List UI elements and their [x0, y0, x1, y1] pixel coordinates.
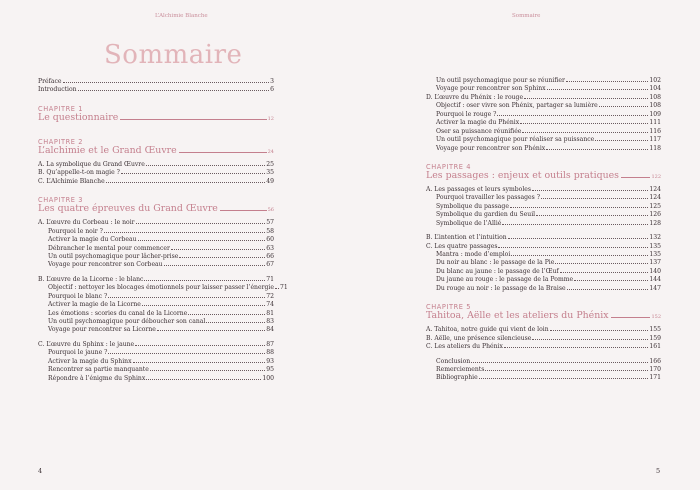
toc-subentry[interactable]: Pourquoi le rouge ? 109 [436, 110, 661, 118]
toc-section[interactable]: B. Aëlle, une présence silencieuse 159 [426, 334, 661, 342]
toc-entry[interactable]: Bibliographie 171 [436, 374, 661, 382]
toc-subentry[interactable]: Symbolique de l’Allié 128 [436, 219, 661, 227]
toc-subentry[interactable]: Oser sa puissance réunifiée 116 [436, 127, 661, 135]
chapter-title[interactable]: Tahitoa, Aëlle et les ateliers du Phénix 152 [426, 310, 661, 322]
toc-subentry[interactable]: Un outil psychomagique pour déboucher son canal 83 [48, 318, 274, 325]
toc-section[interactable]: A. Les passages et leurs symboles 124 [426, 185, 661, 193]
toc-subentry[interactable]: Un outil psychomagique pour lâcher-prise 66 [48, 252, 274, 260]
toc-subentry[interactable]: Voyage pour rencontrer sa Licorne 84 [48, 326, 274, 334]
toc-section[interactable]: B. L’intention et l’intuition 132 [426, 234, 661, 242]
toc-subentry[interactable]: Du blanc au jaune : le passage de l’Œuf 140 [436, 267, 661, 275]
chapter-title[interactable]: Les quatre épreuves du Grand Œuvre 56 [38, 203, 274, 215]
chapter-label: CHAPITRE 1 [38, 104, 84, 113]
toc-subentry[interactable]: Objectif : oser vivre son Phénix, partager sa lumière 108 [436, 102, 661, 110]
toc-subentry[interactable]: Objectif : nettoyer les blocages émotionnels pour laisser passer l’énergie 71 [48, 284, 288, 292]
chapter-label: CHAPITRE 5 [426, 303, 472, 312]
toc-section[interactable]: A. La symbolique du Grand Œuvre 25 [38, 160, 274, 168]
toc-subentry[interactable]: Activer la magie du Corbeau 60 [48, 236, 274, 244]
toc-section[interactable]: C. Les ateliers du Phénix 161 [426, 343, 661, 351]
page-title: Sommaire [104, 40, 243, 70]
chapter-label: CHAPITRE 3 [38, 196, 84, 205]
toc-subentry[interactable]: Activer la magie de la Licorne 74 [48, 301, 274, 309]
toc-subentry[interactable]: Activer la magie du Phénix 111 [436, 119, 661, 127]
toc-subentry[interactable]: Du jaune au rouge : le passage de la Pomme 144 [436, 276, 661, 284]
page-number: 4 [38, 467, 43, 475]
toc-subentry[interactable]: Du noir au blanc : le passage de la Pie 137 [436, 259, 661, 267]
running-head: L’Alchimie Blanche [155, 13, 208, 19]
toc-entry[interactable]: Remerciements 170 [436, 365, 661, 373]
toc-subentry[interactable]: Mantra : mode d’emploi 135 [436, 251, 661, 258]
toc-entry[interactable]: Introduction 6 [38, 86, 274, 94]
toc-subentry[interactable]: Du rouge au noir : le passage de la Braise 147 [436, 284, 661, 292]
chapter-title[interactable]: Les passages : enjeux et outils pratiques 122 [426, 169, 661, 181]
toc-subentry[interactable]: Répondre à l’énigme du Sphinx 100 [48, 374, 274, 382]
toc-subentry[interactable]: Voyage pour rencontrer son Corbeau 67 [48, 261, 274, 269]
toc-section[interactable]: B. Qu’appelle-t-on magie ? 35 [38, 169, 274, 177]
right-page [350, 0, 700, 490]
toc-subentry[interactable]: Symbolique du gardien du Seuil 126 [436, 211, 661, 219]
toc-entry[interactable]: Conclusion 166 [436, 357, 661, 365]
toc-subentry[interactable]: Débrancher le mental pour commencer 63 [48, 244, 274, 252]
toc-subentry[interactable]: Pourquoi le blanc ? 72 [48, 292, 274, 300]
toc-subentry[interactable]: Voyage pour rencontrer son Sphinx 104 [436, 85, 661, 93]
toc-section[interactable]: B. L’œuvre de la Licorne : le blanc 71 [38, 275, 274, 283]
chapter-title[interactable]: Le questionnaire 12 [38, 111, 274, 123]
chapter-label: CHAPITRE 4 [426, 162, 472, 171]
toc-subentry[interactable]: Activer la magie du Sphinx 93 [48, 357, 274, 365]
toc-subentry[interactable]: Rencontrer sa partie manquante 95 [48, 366, 274, 374]
toc-entry[interactable]: Préface 3 [38, 78, 274, 85]
toc-section[interactable]: A. Tahitoa, notre guide qui vient de loin 155 [426, 326, 661, 334]
toc-section[interactable]: D. L’œuvre du Phénix : le rouge 108 [426, 93, 661, 101]
toc-section[interactable]: A. L’œuvre du Corbeau : le noir 57 [38, 219, 274, 227]
toc-subentry[interactable]: Pourquoi le jaune ? 88 [48, 349, 274, 357]
toc-subentry[interactable]: Un outil psychomagique pour réaliser sa puissance 117 [436, 136, 661, 144]
chapter-title[interactable]: L’alchimie et le Grand Œuvre 24 [38, 144, 274, 156]
toc-subentry[interactable]: Les émotions : scories du canal de la Licorne 81 [48, 309, 274, 317]
toc-subentry[interactable]: Voyage pour rencontrer son Phénix 118 [436, 144, 661, 152]
toc-subentry[interactable]: Un outil psychomagique pour se réunifier 102 [436, 77, 661, 84]
toc-section[interactable]: C. L’œuvre du Sphinx : le jaune 87 [38, 340, 274, 348]
page-number: 5 [656, 467, 661, 475]
toc-subentry[interactable]: Pourquoi le noir ? 58 [48, 227, 274, 235]
toc-section[interactable]: C. L’Alchimie Blanche 49 [38, 177, 274, 185]
toc-right [426, 77, 661, 383]
toc-left [38, 78, 288, 383]
toc-section[interactable]: C. Les quatre passages 135 [426, 242, 661, 250]
running-head: Sommaire [512, 13, 541, 19]
toc-subentry[interactable]: Symbolique du passage 125 [436, 202, 661, 210]
toc-subentry[interactable]: Pourquoi travailler les passages ? 124 [436, 194, 661, 202]
chapter-label: CHAPITRE 2 [38, 137, 84, 146]
